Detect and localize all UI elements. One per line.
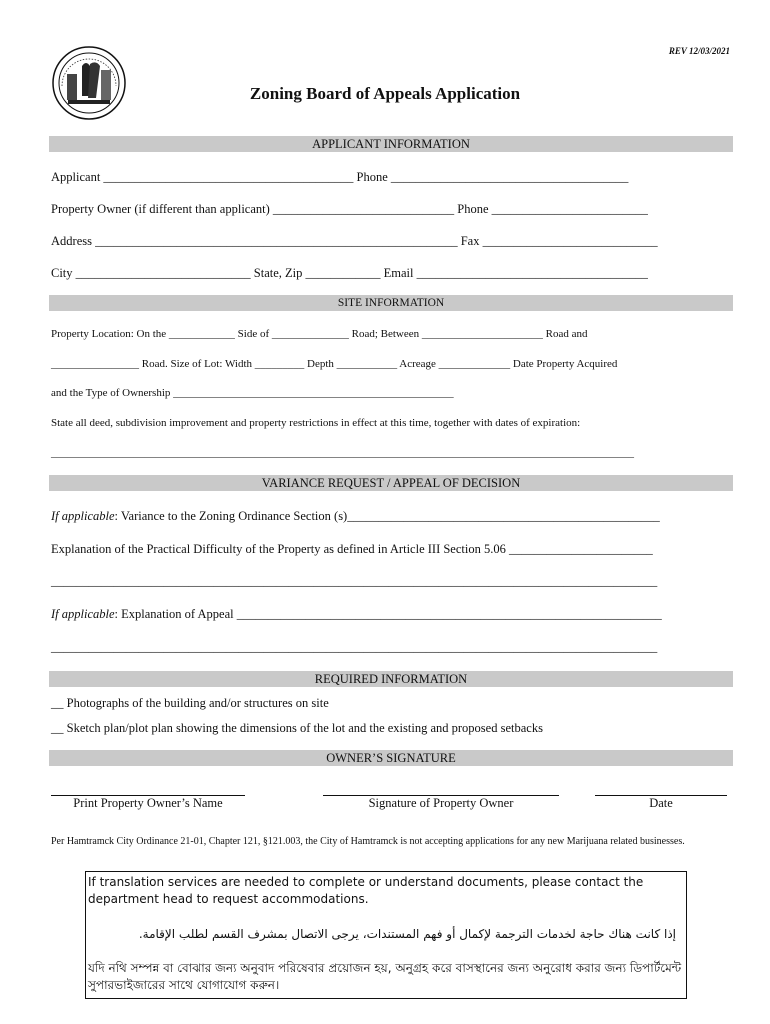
ordinance-note: Per Hamtramck City Ordinance 21-01, Chapter 121, §121.003, the City of Hamtramck is not accepting applications for any new Marijuana related businesses. (51, 836, 685, 847)
section-header-site: SITE INFORMATION (49, 295, 733, 311)
owner-name-label: Print Property Owner’s Name (73, 796, 223, 810)
address-line[interactable]: Address __________________________________________________________ Fax ____________________________ (51, 234, 658, 248)
property-location-line[interactable]: Property Location: On the ____________ Side of ______________ Road; Between ______________________ Road and (51, 328, 588, 340)
restrictions-label: State all deed, subdivision improvement and property restrictions in effect at this time, together with dates of expiration: (51, 417, 581, 429)
lot-size-line[interactable]: ________________ Road. Size of Lot: Width _________ Depth ___________ Acreage _____________ Date Property Acquired (51, 358, 618, 370)
section-header-required: REQUIRED INFORMATION (49, 671, 733, 687)
appeal-blank-line[interactable]: _________________________________________________________________________________________________ (51, 640, 658, 654)
signature-row (51, 785, 731, 825)
practical-difficulty-line[interactable]: Explanation of the Practical Difficulty of the Property as defined in Article III Section 5.06 _______________________ (51, 542, 653, 556)
owner-signature-label: Signature of Property Owner (368, 796, 514, 810)
owner-name-field[interactable] (51, 785, 245, 811)
translation-english: If translation services are needed to complete or understand documents, please contact the department head to request accommodations. (88, 875, 644, 906)
required-item-photos[interactable]: __ Photographs of the building and/or structures on site (51, 696, 329, 710)
translation-bengali: যদি নথি সম্পন্ন বা বোঝার জন্য অনুবাদ পরিষেবার প্রয়োজন হয়, অনুগ্রহ করে বাসস্থানের জন্য অনুরোধ করার জন্য ডিপার্টমেন্ট সুপারভাইজারের সাথে যোগাযোগ করুন। (88, 961, 682, 992)
date-label: Date (649, 796, 673, 810)
property-owner-line[interactable]: Property Owner (if different than applicant) _____________________________ Phone _________________________ (51, 202, 648, 216)
ownership-type-line[interactable]: and the Type of Ownership ___________________________________________________ (51, 387, 454, 399)
date-field[interactable] (595, 785, 727, 811)
translation-arabic: إذا كانت هناك حاجة لخدمات الترجمة لإكمال أو فهم المستندات، يرجى الاتصال بمشرف القسم لطلب الإقامة. (138, 927, 676, 941)
owner-signature-field[interactable] (323, 785, 559, 811)
difficulty-blank-line[interactable]: _________________________________________________________________________________________________ (51, 574, 658, 588)
city-state-email-line[interactable]: City ____________________________ State, Zip ____________ Email _____________________________________ (51, 266, 648, 280)
section-header-variance: VARIANCE REQUEST / APPEAL OF DECISION (49, 475, 733, 491)
translation-notice-box (85, 871, 687, 999)
revision-date: REV 12/03/2021 (668, 46, 730, 56)
page-title: Zoning Board of Appeals Application (249, 84, 521, 103)
city-seal-logo (52, 46, 126, 120)
restrictions-blank-line[interactable]: __________________________________________________________________________________________________________ (51, 447, 634, 459)
section-header-signature: OWNER’S SIGNATURE (49, 750, 733, 766)
appeal-explanation-line[interactable]: If applicable: Explanation of Appeal ____________________________________________________________________ (51, 607, 662, 621)
variance-section-line[interactable]: If applicable: Variance to the Zoning Ordinance Section (s)__________________________________________________ (51, 509, 660, 523)
section-header-applicant: APPLICANT INFORMATION (49, 136, 733, 152)
applicant-line[interactable]: Applicant ________________________________________ Phone ______________________________________ (51, 170, 629, 184)
required-item-sketch[interactable]: __ Sketch plan/plot plan showing the dimensions of the lot and the existing and proposed setbacks (51, 721, 543, 735)
